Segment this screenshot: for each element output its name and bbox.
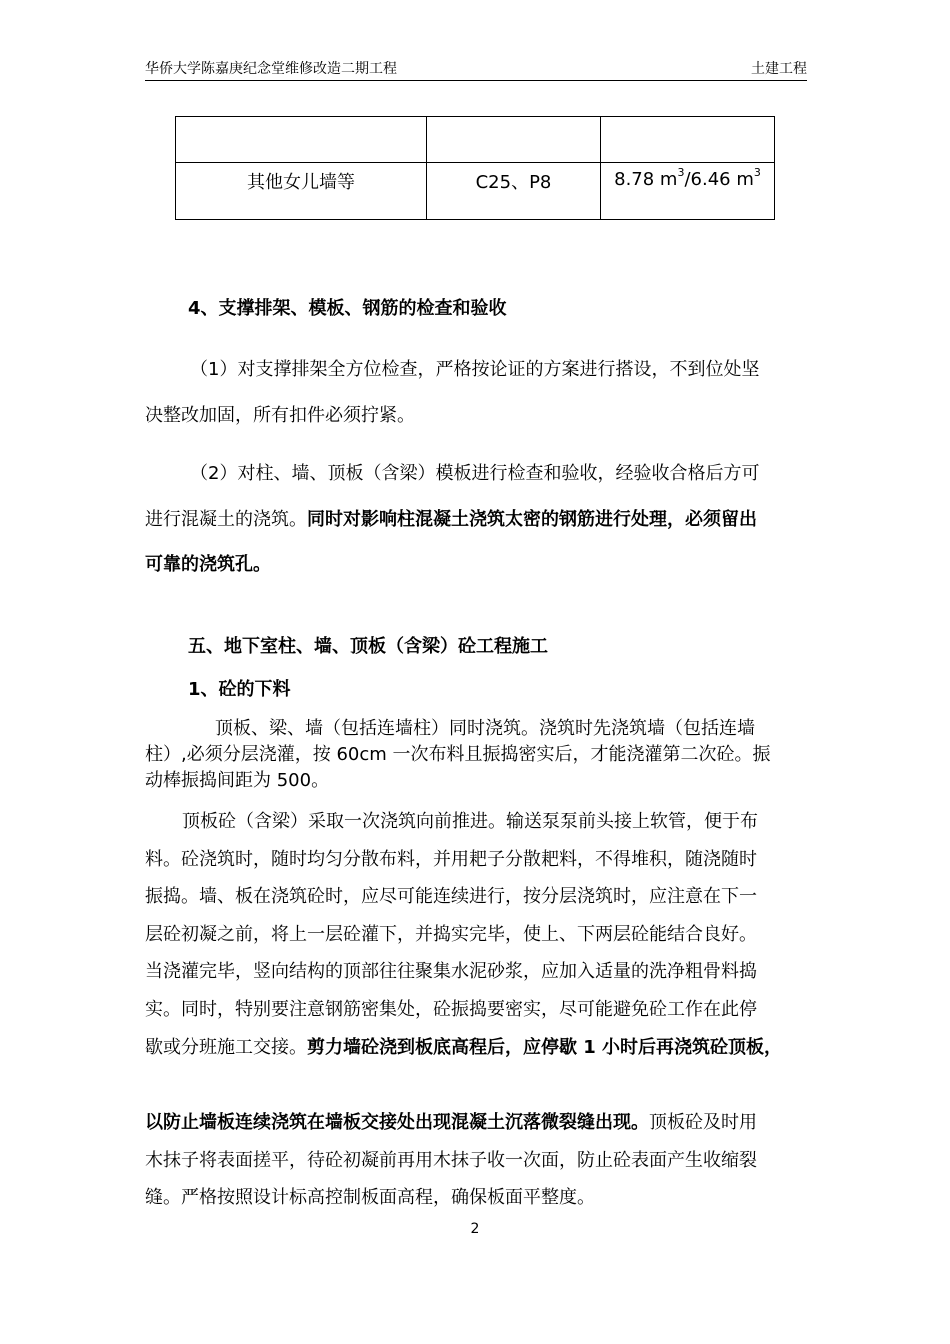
- paragraph-line: 振捣。墙、板在浇筑砼时，应尽可能连续进行，按分层浇筑时，应注意在下一: [145, 886, 757, 907]
- table-cell-volume: [601, 117, 775, 163]
- subsection-heading: 1、砼的下料: [188, 679, 291, 700]
- page-header: [145, 56, 807, 81]
- table-cell-name: [176, 117, 427, 163]
- table-cell-grade: [427, 117, 601, 163]
- paragraph-line: 料。砼浇筑时，随时均匀分散布料，并用耙子分散耙料，不得堆积，随浇随时: [145, 849, 757, 870]
- paragraph-line: 实。同时，特别要注意钢筋密集处，砼振捣要密实，尽可能避免砼工作在此停: [145, 999, 757, 1020]
- paragraph-line: 以防止墙板连续浇筑在墙板交接处出现混凝土沉落微裂缝出现。顶板砼及时用: [145, 1112, 757, 1133]
- paragraph-line: 层砼初凝之前，将上一层砼灌下，并捣实完毕，使上、下两层砼能结合良好。: [145, 924, 757, 945]
- paragraph-line: （1）对支撑排架全方位检查，严格按论证的方案进行搭设，不到位处坚: [190, 359, 760, 380]
- paragraph-line: 柱）,必须分层浇灌，按 60cm 一次布料且振捣密实后，才能浇灌第二次砼。振: [145, 744, 771, 765]
- paragraph-line: 进行混凝土的浇筑。同时对影响柱混凝土浇筑太密的钢筋进行处理，必须留出: [145, 509, 757, 530]
- header-project-title: 华侨大学陈嘉庚纪念堂维修改造二期工程: [145, 61, 397, 77]
- header-discipline: 土建工程: [751, 61, 807, 77]
- paragraph-line: 木抹子将表面搓平，待砼初凝前再用木抹子收一次面，防止砼表面产生收缩裂: [145, 1150, 757, 1171]
- paragraph-line: 当浇灌完毕，竖向结构的顶部往往聚集水泥砂浆，应加入适量的洗净粗骨料捣: [145, 961, 757, 982]
- paragraph-line: 决整改加固，所有扣件必须拧紧。: [145, 405, 415, 426]
- paragraph-line: （2）对柱、墙、顶板（含梁）模板进行检查和验收，经验收合格后方可: [190, 463, 760, 484]
- table-cell-grade: C25、P8: [427, 163, 601, 220]
- table-row: [176, 163, 775, 220]
- section-heading: 五、地下室柱、墙、顶板（含梁）砼工程施工: [188, 636, 548, 657]
- paragraph-line: 动棒振捣间距为 500。: [145, 770, 330, 791]
- table-cell-volume: 8.78 $m^3/6.46$ $m^3$: [601, 163, 775, 220]
- table-row: [176, 117, 775, 163]
- page-number: 2: [470, 1221, 480, 1237]
- paragraph-line: 顶板、梁、墙（包括连墙柱）同时浇筑。浇筑时先浇筑墙（包括连墙: [215, 718, 755, 739]
- concrete-spec-table: [175, 116, 775, 220]
- paragraph-line: 歇或分班施工交接。剪力墙砼浇到板底高程后，应停歇 1 小时后再浇筑砼顶板，: [145, 1037, 783, 1058]
- section-heading: 4、支撑排架、模板、钢筋的检查和验收: [188, 298, 507, 319]
- table-cell-name: 其他女儿墙等: [176, 163, 427, 220]
- paragraph-line: 顶板砼（含梁）采取一次浇筑向前推进。输送泵泵前头接上软管，便于布: [182, 811, 758, 832]
- paragraph-line: 可靠的浇筑孔。: [145, 554, 271, 575]
- paragraph-line: 缝。严格按照设计标高控制板面高程，确保板面平整度。: [145, 1187, 595, 1208]
